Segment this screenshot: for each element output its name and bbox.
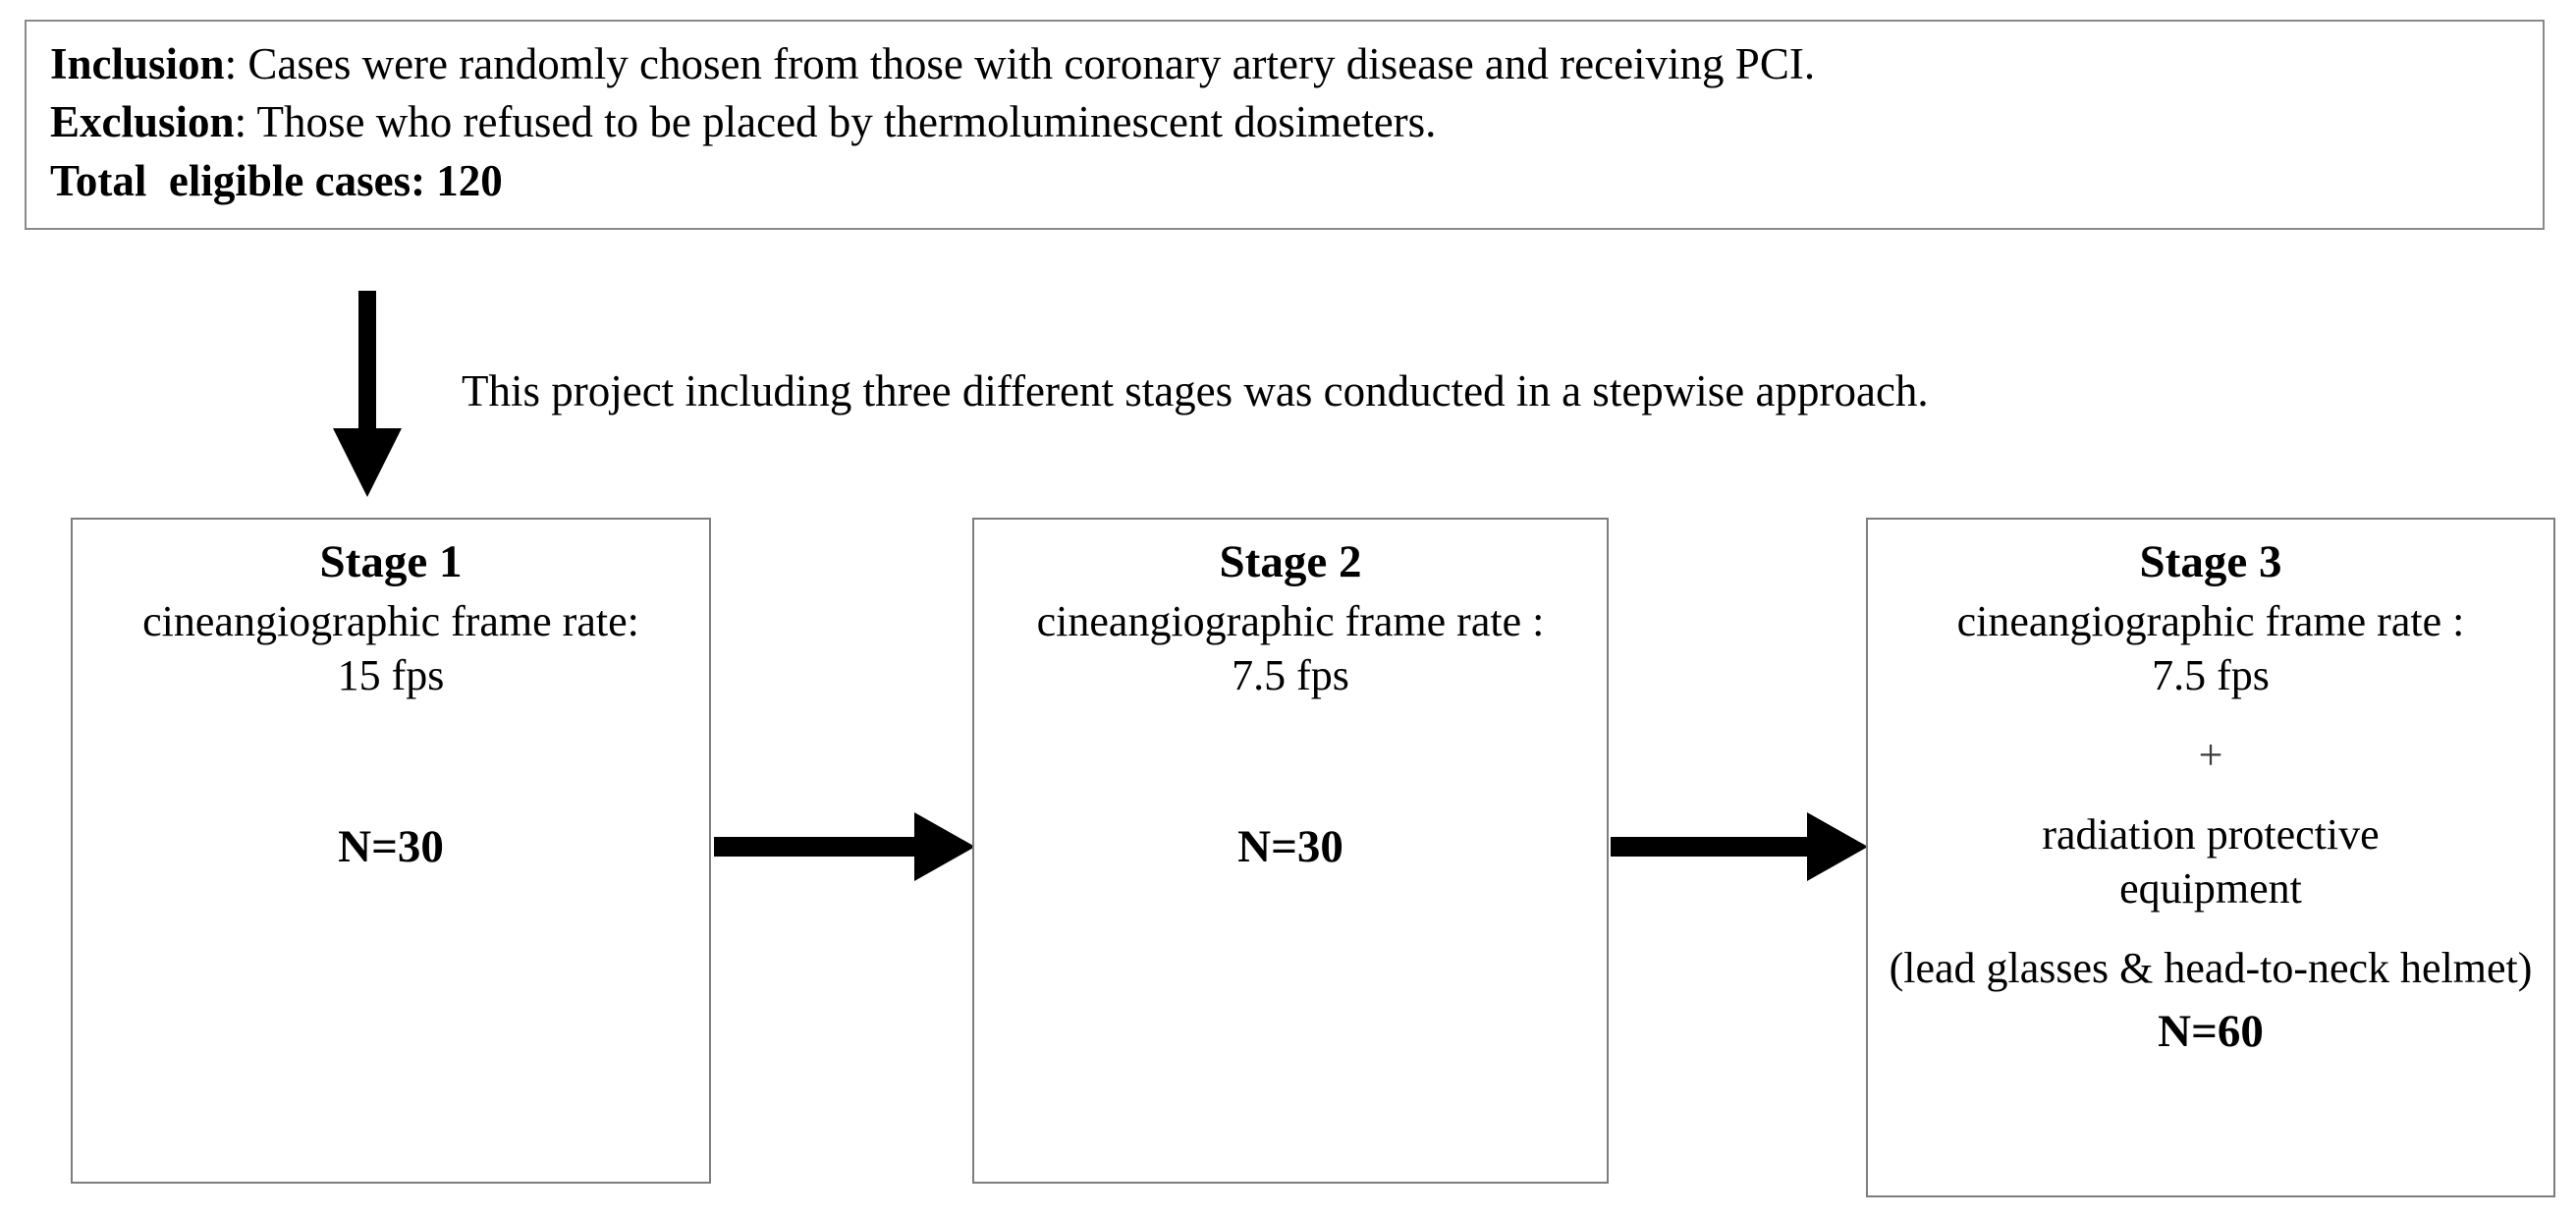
down-arrow-icon	[332, 291, 403, 497]
stage-3-frame-rate-label: cineangiographic frame rate :	[1956, 597, 2465, 645]
stage-3-sample-size: N=60	[2158, 1006, 2264, 1057]
stage-1-frame-rate-label: cineangiographic frame rate:	[142, 597, 639, 645]
stage-3-plus-sign: +	[2198, 731, 2223, 779]
stage-3-frame-rate-value: 7.5 fps	[2152, 651, 2270, 699]
stage-1-frame-rate-value: 15 fps	[337, 651, 445, 699]
stage-3-title: Stage 3	[2139, 536, 2282, 587]
inclusion-text: : Cases were randomly chosen from those with coronary artery disease and receiving PCI.	[224, 39, 1816, 88]
stage-1-title: Stage 1	[319, 536, 463, 587]
stage-3-equipment: radiation protective equipment	[2042, 810, 2380, 913]
stage-2-title: Stage 2	[1219, 536, 1362, 587]
exclusion-label: Exclusion	[50, 97, 235, 147]
exclusion-line	[50, 93, 2519, 151]
stage-2-sample-size: N=30	[1237, 821, 1343, 872]
criteria-box	[25, 20, 2545, 230]
inclusion-line	[50, 35, 2519, 93]
inclusion-label: Inclusion	[50, 39, 225, 88]
stage-2-box	[972, 518, 1609, 1184]
total-eligible-line: Total eligible cases: 120	[50, 155, 503, 205]
exclusion-text: : Those who refused to be placed by thermoluminescent dosimeters.	[234, 97, 1437, 147]
stage-1-box	[71, 518, 711, 1184]
stage-3-box	[1866, 518, 2555, 1197]
stage-2-frame-rate-label: cineangiographic frame rate :	[1036, 597, 1545, 645]
arrow-stage1-to-stage2-icon	[714, 811, 975, 882]
stage-3-equipment-detail: (lead glasses & head-to-neck helmet)	[1889, 944, 2533, 992]
arrow-stage2-to-stage3-icon	[1611, 811, 1868, 882]
stage-1-sample-size: N=30	[338, 821, 444, 872]
stepwise-note: This project including three different stages was conducted in a stepwise approach.	[462, 366, 1929, 416]
stage-2-frame-rate-value: 7.5 fps	[1232, 651, 1349, 699]
